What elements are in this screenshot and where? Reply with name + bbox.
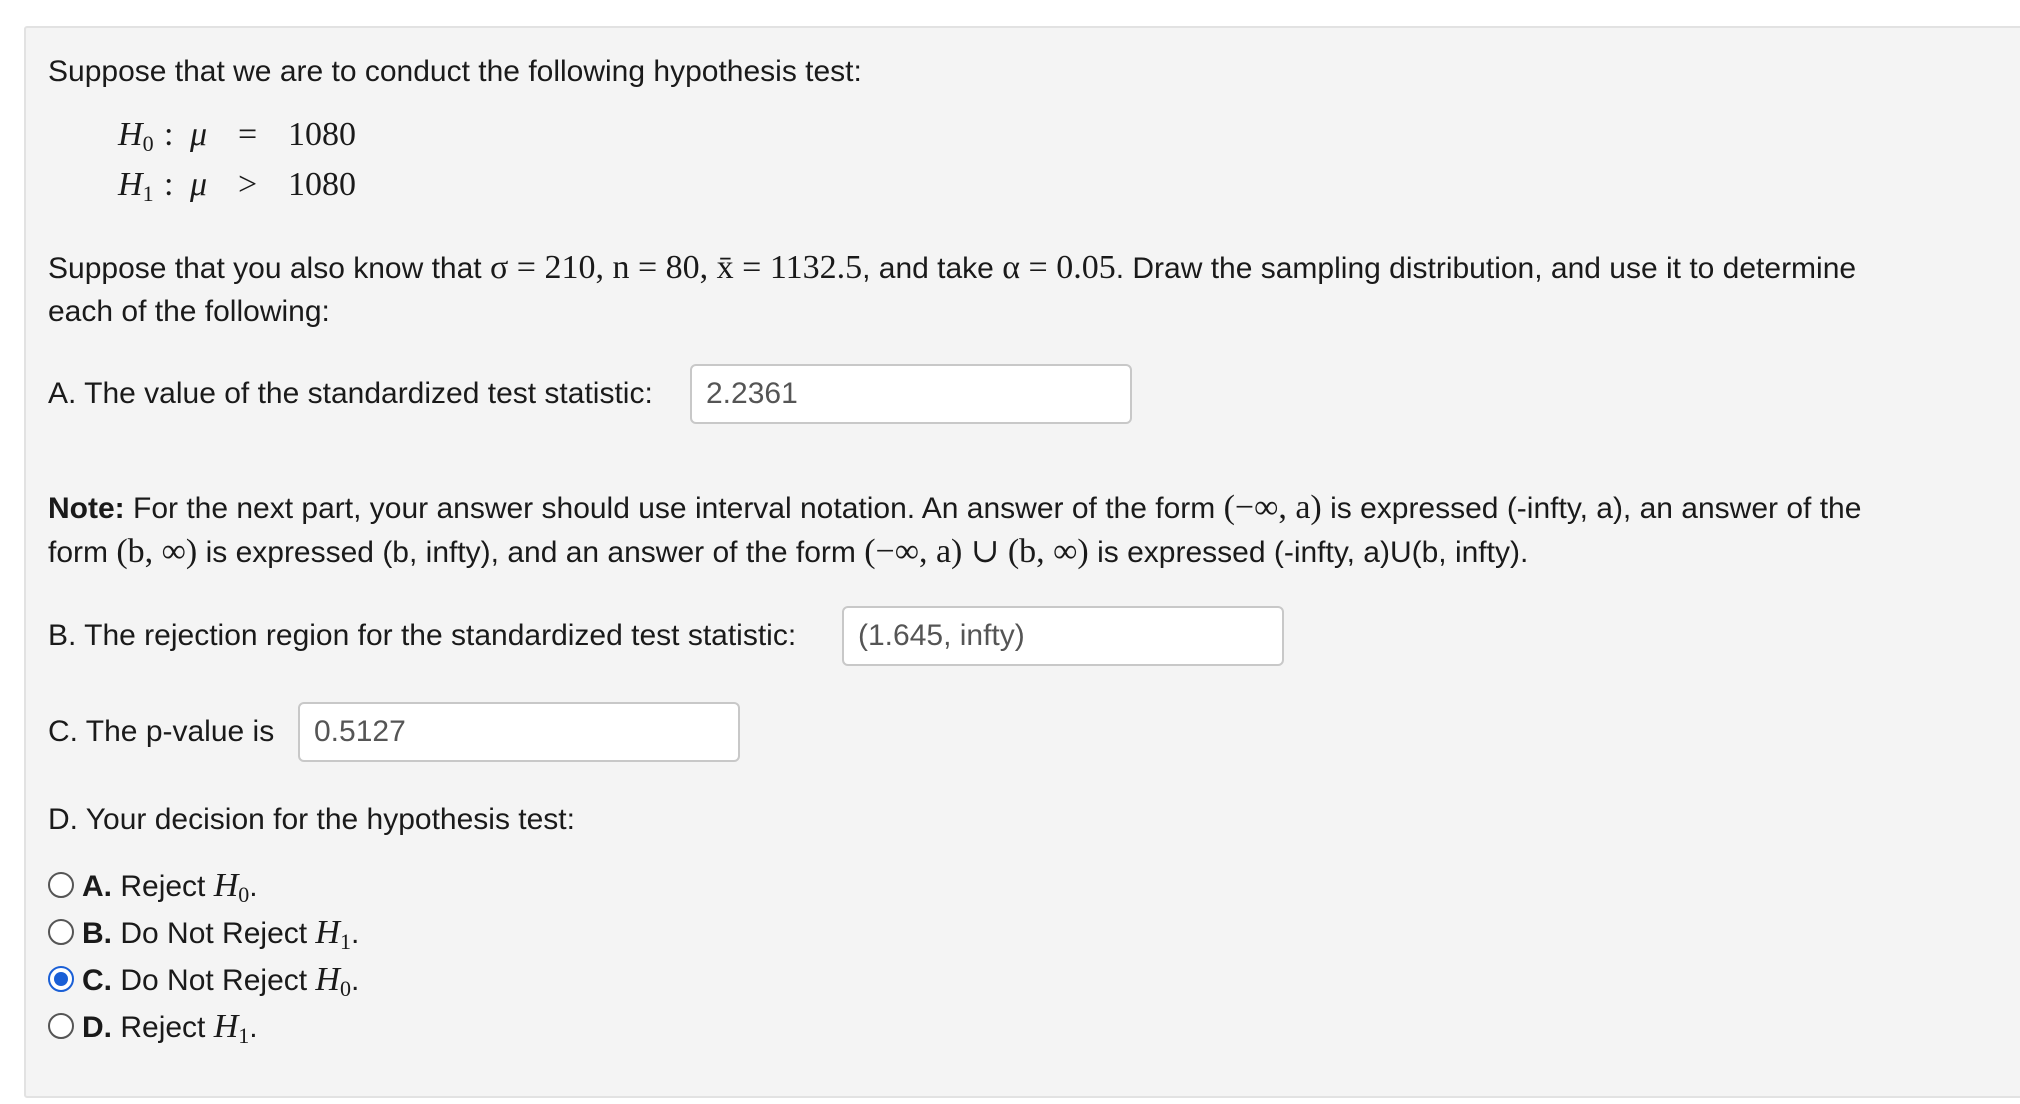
h0-colon: : — [164, 116, 174, 153]
option-a-radio[interactable] — [48, 872, 74, 898]
part-b-label: B. The rejection region for the standardized test statistic: — [48, 619, 797, 652]
note-formula-3: (−∞, a) ∪ (b, ∞) — [864, 533, 1089, 570]
h0-value: 1080 — [288, 116, 356, 153]
option-c-radio[interactable] — [48, 966, 74, 992]
note-formula-1: (−∞, a) — [1223, 489, 1322, 526]
sigma-value: σ = 210 — [489, 249, 596, 286]
h1-value: 1080 — [288, 166, 356, 203]
given-line-2: each of the following: — [48, 295, 330, 328]
test-statistic-input[interactable]: 2.2361 — [690, 364, 1132, 424]
given-mid: , and take — [862, 252, 1003, 285]
given-suffix: . Draw the sampling distribution, and use it to determine — [1115, 252, 1857, 285]
rejection-region-input[interactable]: (1.645, infty) — [842, 606, 1284, 666]
given-line-1: Suppose that you also know that σ = 210, n = 80, x̄ = 1132.5, and take α = 0.05. Draw the sampling distribution, and use it to determine — [48, 249, 1857, 286]
note-text-3: form — [48, 536, 117, 569]
part-c-label: C. The p-value is — [48, 715, 275, 748]
option-a-label[interactable]: A. Reject $H_0$. — [82, 867, 258, 907]
h0-operator: = — [238, 116, 258, 153]
h1-symbol: $H_1$ — [118, 166, 154, 206]
xbar-value: x̄ = 1132.5 — [716, 249, 863, 286]
note-formula-2: (b, ∞) — [116, 533, 198, 570]
p-value-input[interactable]: 0.5127 — [298, 702, 740, 762]
option-d-radio[interactable] — [48, 1013, 74, 1039]
n-value: n = 80 — [612, 249, 700, 286]
h1-param: μ — [190, 166, 208, 203]
part-a-label: A. The value of the standardized test statistic: — [48, 377, 653, 410]
note-bold: Note: — [48, 492, 125, 525]
intro-text: Suppose that we are to conduct the following hypothesis test: — [48, 55, 862, 88]
h1-colon: : — [164, 166, 174, 203]
note-text-1: For the next part, your answer should use interval notation. An answer of the form — [124, 492, 1224, 525]
question-panel — [24, 26, 2020, 1098]
note-line-1 — [48, 486, 1861, 531]
note-text-2: is expressed (-infty, a), an answer of the — [1321, 492, 1862, 525]
option-b-radio[interactable] — [48, 919, 74, 945]
part-d-label: D. Your decision for the hypothesis test: — [48, 803, 575, 836]
option-d-label[interactable]: D. Reject $H_1$. — [82, 1008, 258, 1048]
h0-symbol: $H_0$ — [118, 116, 154, 156]
given-prefix: Suppose that you also know that — [48, 252, 490, 285]
note-text-4: is expressed (b, infty), and an answer of the form — [197, 536, 865, 569]
option-b-label[interactable]: B. Do Not Reject $H_1$. — [82, 914, 360, 954]
h1-operator: > — [238, 166, 258, 203]
note-text-5: is expressed (-infty, a)U(b, infty). — [1088, 536, 1529, 569]
note-line-2 — [48, 530, 1528, 575]
alpha-value: α = 0.05 — [1002, 249, 1116, 286]
option-c-label[interactable]: C. Do Not Reject $H_0$. — [82, 961, 360, 1001]
h0-param: μ — [190, 116, 208, 153]
